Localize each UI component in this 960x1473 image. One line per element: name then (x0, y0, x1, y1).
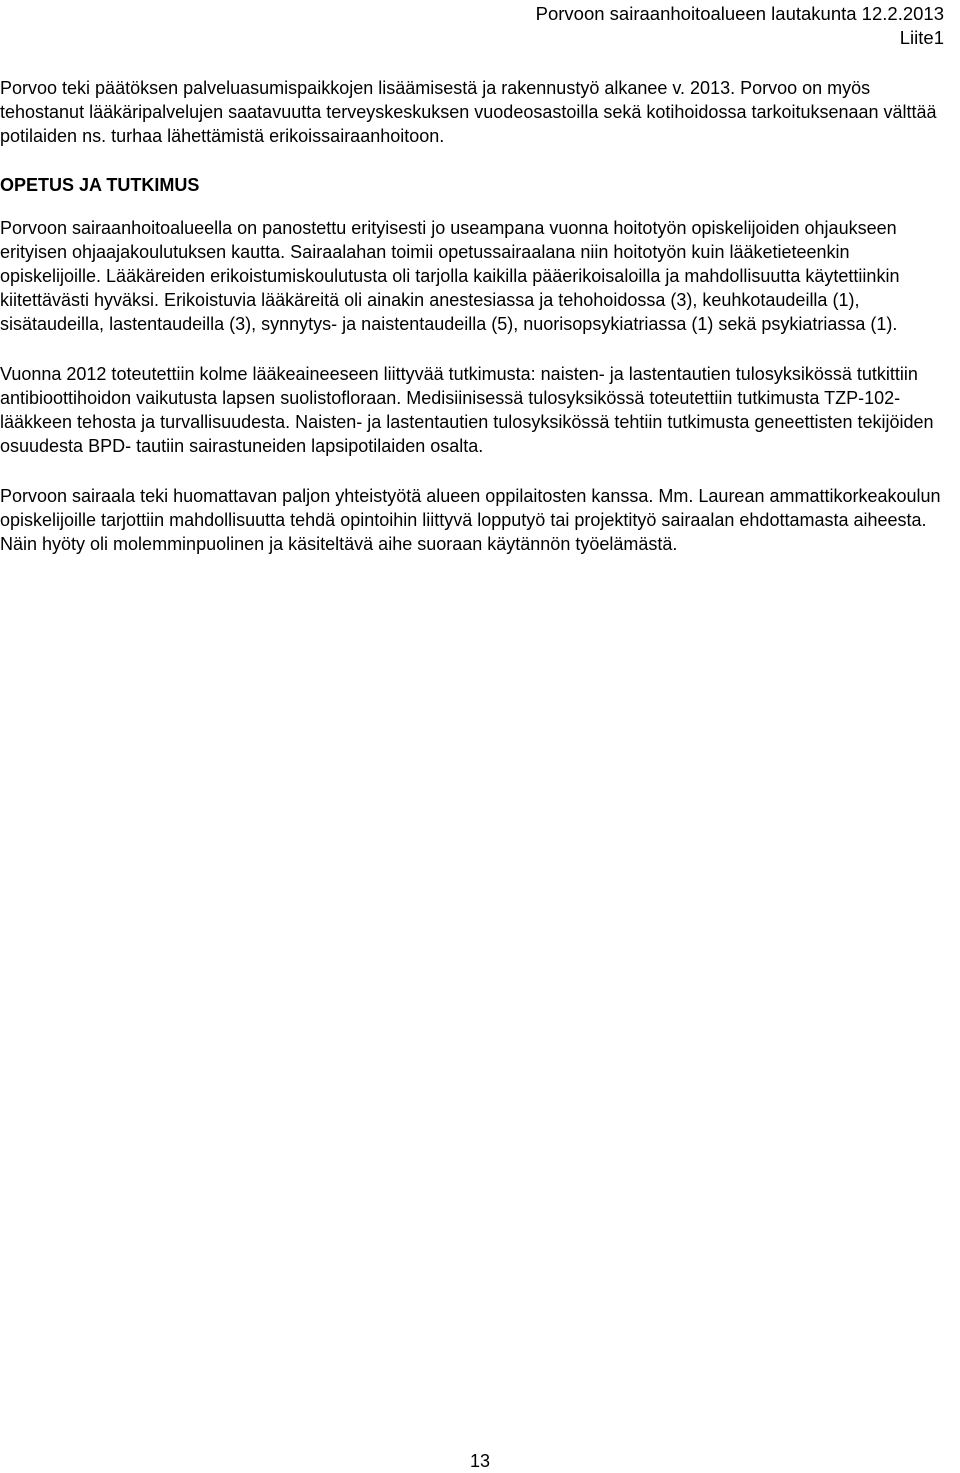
page-number: 13 (469, 1451, 491, 1471)
document-body (0, 72, 945, 556)
body-paragraph-cooperation: Porvoon sairaala teki huomattavan paljon yhteistyötä alueen oppilaitosten kanssa. Mm. Laurean ammattikorkeakoulun opiskelijoille tarjottiin mahdollisuutta tehdä opintoihin liittyvä lopputyö tai projektityö sairaalan ehdottamasta aiheesta. Näin hyöty oli molemminpuolinen ja käsiteltävä aihe suoraan käytännön työelämästä. (0, 486, 941, 554)
body-paragraph-research: Vuonna 2012 toteutettiin kolme lääkeaineeseen liittyvää tutkimusta: naisten- ja lastentautien tulosyksikössä tutkittiin antibioottihoidon vaikutusta lapsen suolistofloraan. Medisiinisessä tulosyksikössä toteutettiin tutkimusta TZP-102- lääkkeen tehosta ja turvallisuudesta. Naisten- ja lastentautien tulosyksikössä tehtiin tutkimusta geneettisten tekijöiden osuudesta BPD- tautiin sairastuneiden lapsipotilaiden osalta. (0, 364, 934, 456)
attachment-label: Liite1 (899, 27, 944, 48)
page-header (536, 2, 944, 50)
intro-paragraph: Porvoo teki päätöksen palveluasumispaikkojen lisäämisestä ja rakennustyö alkanee v. 2013. Porvoo on myös tehostanut lääkäripalvelujen saatavuutta terveyskeskuksen vuodeosastoilla sekä kotihoidossa tarkoituksenaan välttää potilaiden ns. turhaa lähettämistä erikoissairaanhoitoon. (0, 78, 937, 146)
body-paragraph-training: Porvoon sairaanhoitoalueella on panostettu erityisesti jo useampana vuonna hoitotyön opiskelijoiden ohjaukseen erityisen ohjaajakoulutuksen kautta. Sairaalahan toimii opetussairaalana niin hoitotyön kuin lääketieteenkin opiskelijoille. Lääkäreiden erikoistumiskoulutusta oli tarjolla kaikilla pääerikoisaloilla ja mahdollisuutta käytettiinkin kiitettävästi hyväksi. Erikoistuvia lääkäreitä oli ainakin anestesiassa ja tehohoidossa (3), keuhkotaudeilla (1), sisätaudeilla, lastentaudeilla (3), synnytys- ja naistentaudeilla (5), nuorisopsykiatriassa (1) sekä psykiatriassa (1). (0, 218, 900, 334)
section-heading: OPETUS JA TUTKIMUS (0, 175, 200, 195)
document-title: Porvoon sairaanhoitoalueen lautakunta 12.2.2013 (535, 3, 944, 24)
